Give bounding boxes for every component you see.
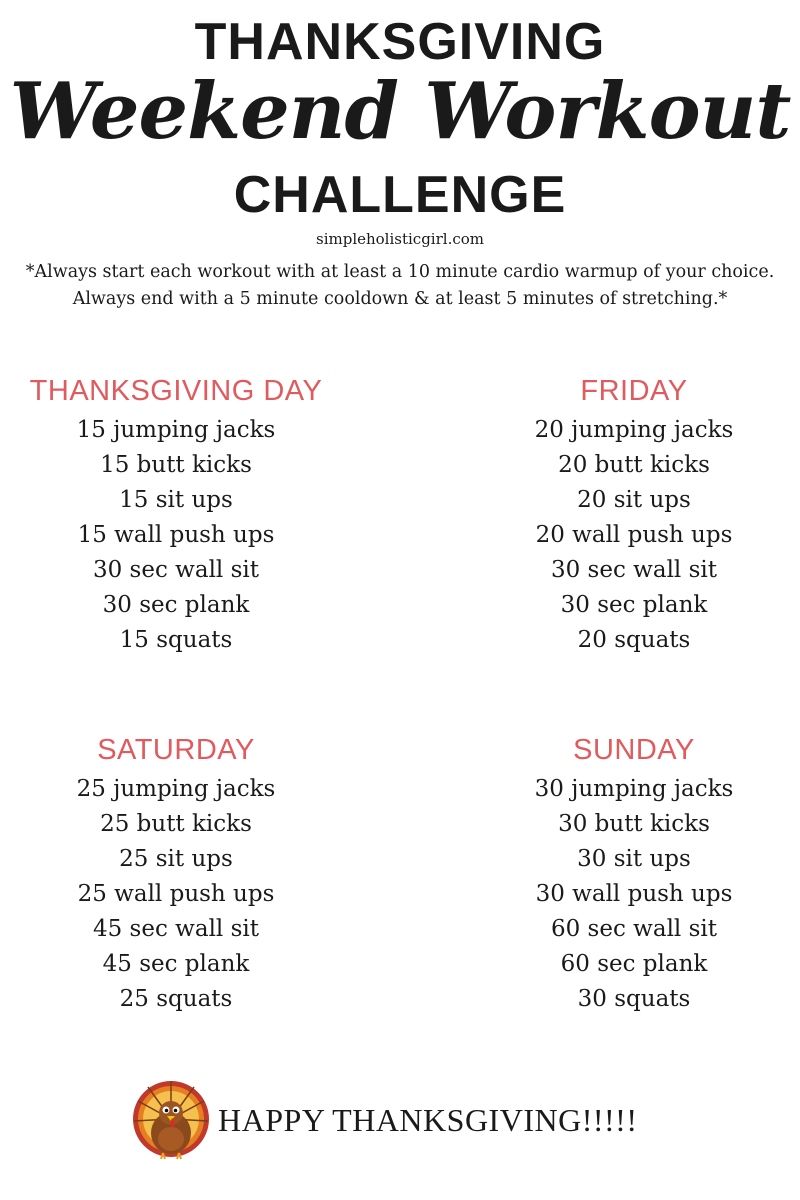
exercise-item: 20 wall push ups bbox=[535, 522, 733, 548]
exercise-item: 15 squats bbox=[119, 627, 233, 653]
exercise-item: 15 sit ups bbox=[119, 487, 233, 513]
turkey-icon bbox=[130, 1079, 212, 1161]
day-block-friday bbox=[454, 369, 800, 658]
exercise-item: 30 jumping jacks bbox=[534, 776, 734, 802]
exercise-item: 25 jumping jacks bbox=[76, 776, 276, 802]
exercise-item: 25 wall push ups bbox=[77, 881, 275, 907]
day-heading: FRIDAY bbox=[580, 375, 688, 407]
note-line-1: *Always start each workout with at least a 10 minute cardio warmup of your choice. bbox=[25, 262, 775, 282]
exercise-item: 15 wall push ups bbox=[77, 522, 275, 548]
exercise-item: 30 butt kicks bbox=[558, 811, 710, 837]
exercise-item: 20 squats bbox=[577, 627, 691, 653]
exercise-item: 45 sec plank bbox=[102, 951, 250, 977]
day-heading: SATURDAY bbox=[97, 734, 255, 766]
exercise-item: 15 butt kicks bbox=[100, 452, 252, 478]
exercise-item: 20 sit ups bbox=[577, 487, 691, 513]
exercise-item: 30 wall push ups bbox=[535, 881, 733, 907]
exercise-item: 25 sit ups bbox=[119, 846, 233, 872]
exercise-item: 15 jumping jacks bbox=[76, 417, 276, 443]
day-block-thanksgiving-day bbox=[0, 369, 356, 658]
title-weekend-workout: Weekend Workout bbox=[9, 66, 791, 157]
exercise-item: 25 squats bbox=[119, 986, 233, 1012]
exercise-item: 30 sec plank bbox=[102, 592, 250, 618]
exercise-item: 30 sec wall sit bbox=[550, 557, 717, 583]
day-block-sunday bbox=[454, 728, 800, 1017]
exercise-item: 30 squats bbox=[577, 986, 691, 1012]
title-thanksgiving: THANKSGIVING bbox=[194, 13, 606, 71]
exercise-item: 60 sec plank bbox=[560, 951, 708, 977]
exercise-item: 30 sec plank bbox=[560, 592, 708, 618]
day-heading: SUNDAY bbox=[573, 734, 695, 766]
exercise-item: 30 sec wall sit bbox=[92, 557, 259, 583]
warmup-note bbox=[0, 259, 800, 313]
exercise-item: 25 butt kicks bbox=[100, 811, 252, 837]
happy-thanksgiving-text: HAPPY THANKSGIVING!!!!! bbox=[218, 1101, 638, 1138]
exercise-item: 60 sec wall sit bbox=[550, 916, 717, 942]
day-block-saturday bbox=[0, 728, 356, 1017]
title-challenge: CHALLENGE bbox=[233, 166, 567, 224]
exercise-item: 30 sit ups bbox=[577, 846, 691, 872]
exercise-item: 20 jumping jacks bbox=[534, 417, 734, 443]
exercise-item: 20 butt kicks bbox=[558, 452, 710, 478]
exercise-item: 45 sec wall sit bbox=[92, 916, 259, 942]
note-line-2: Always end with a 5 minute cooldown & at least 5 minutes of stretching.* bbox=[72, 289, 728, 309]
day-heading: THANKSGIVING DAY bbox=[29, 375, 323, 407]
footer-greeting bbox=[130, 1080, 637, 1160]
website-link[interactable]: simpleholisticgirl.com bbox=[316, 230, 484, 248]
